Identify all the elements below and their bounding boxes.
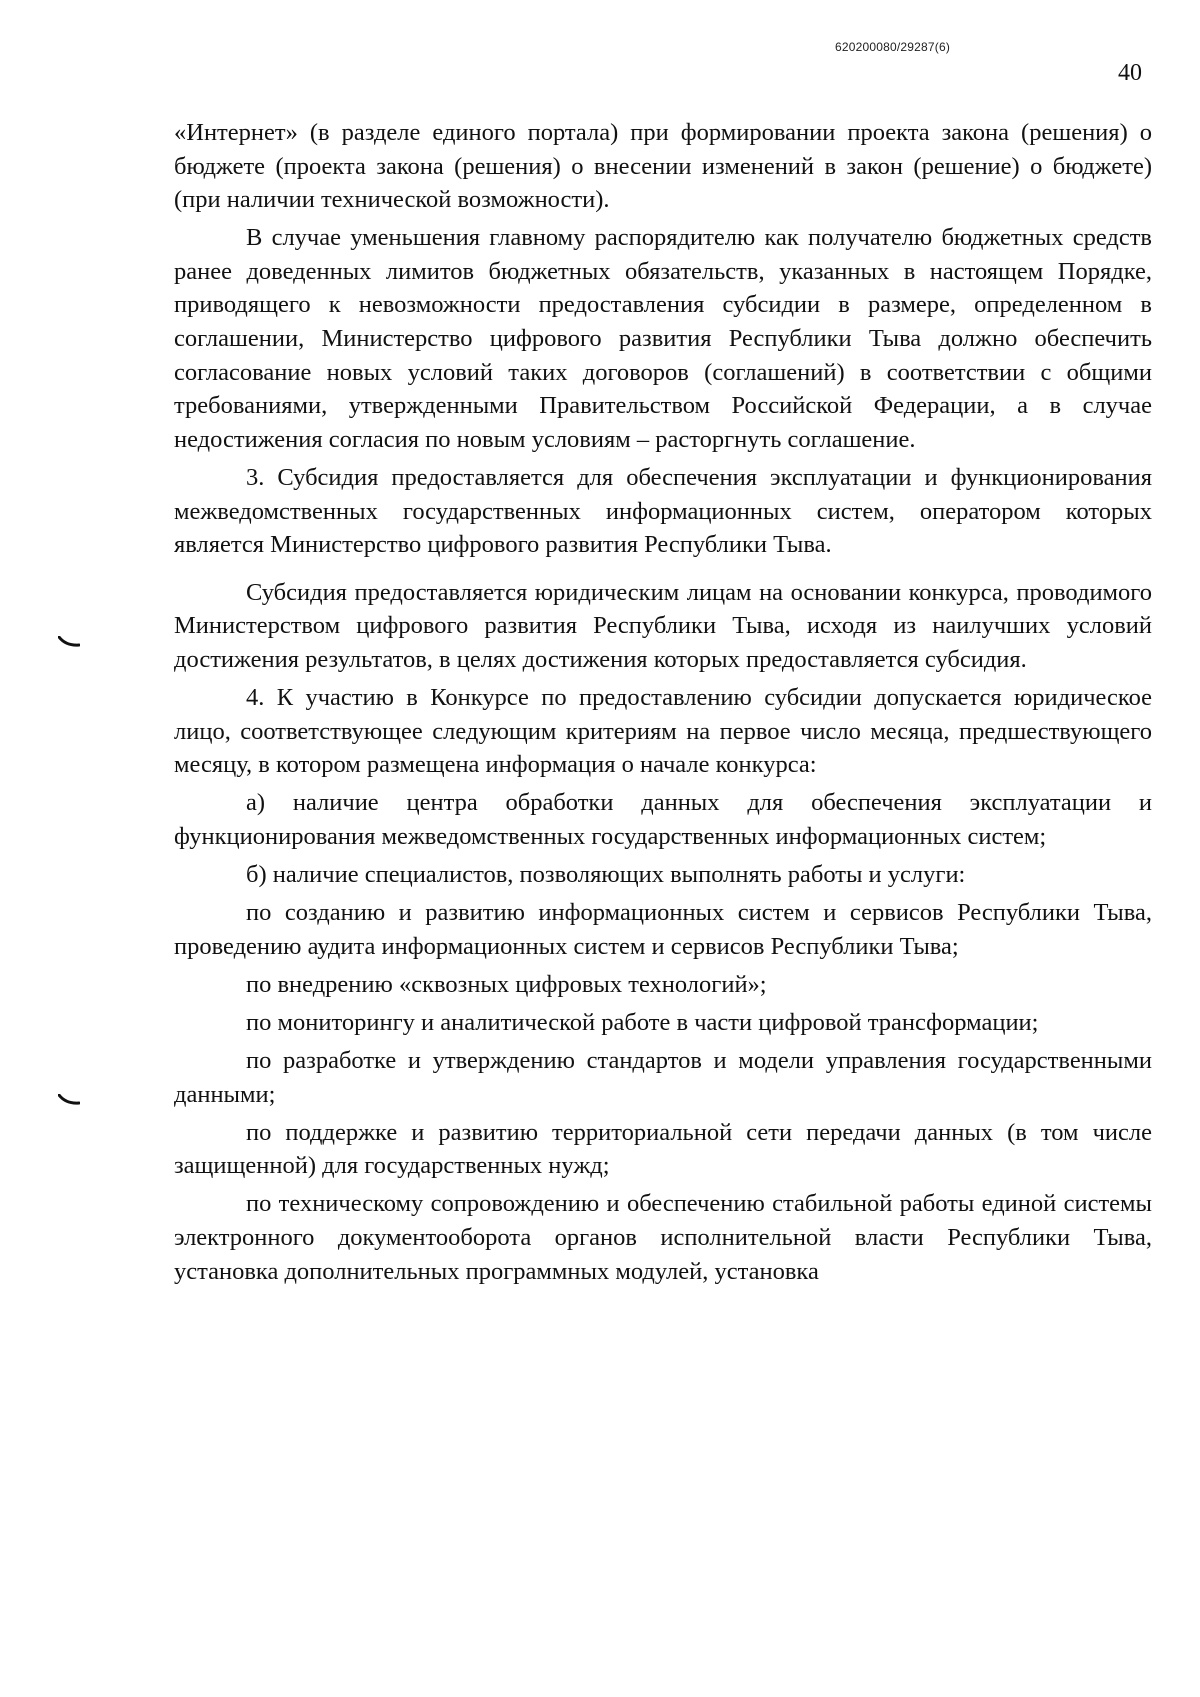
paragraph: по мониторингу и аналитической работе в части цифровой трансформации; xyxy=(246,1008,1039,1036)
paragraph: В случае уменьшения главному распорядителю как получателю бюджетных средств ранее доведенных лимитов бюджетных обязательств, указанных в настоящем Порядке, приводящего к невозможности предоставления субсидии в размере, определенном в соглашении, Министерство цифрового развития Республики Тыва должно обеспечить согласование новых условий таких договоров (соглашений) в соответствии с общими требованиями, утвержденными Правительством Российской Федерации, а в случае недостижения согласия по новым условиям – расторгнуть соглашение. xyxy=(174,224,1152,453)
paragraph: а) наличие центра обработки данных для обеспечения эксплуатации и функционирования межведомственных государственных информационных систем; xyxy=(174,789,1152,850)
page-number: 40 xyxy=(1118,60,1142,86)
paragraph: б) наличие специалистов, позволяющих выполнять работы и услуги: xyxy=(246,860,966,888)
document-body xyxy=(174,116,1152,1293)
paragraph: 4. К участию в Конкурсе по предоставлению субсидии допускается юридическое лицо, соответствующее следующим критериям на первое число месяца, предшествующего месяцу, в котором размещена информация о начале конкурса: xyxy=(174,684,1152,779)
document-code: 620200080/29287(6) xyxy=(835,40,951,54)
scan-artifact-mark xyxy=(58,1094,80,1106)
paragraph: по разработке и утверждению стандартов и модели управления государственными данными; xyxy=(174,1046,1152,1108)
paragraph: 3. Субсидия предоставляется для обеспечения эксплуатации и функционирования межведомственных государственных информационных систем, оператором которых является Министерство цифрового развития Республики Тыва. xyxy=(174,463,1152,559)
paragraph: по внедрению «сквозных цифровых технологий»; xyxy=(246,970,767,998)
paragraph: «Интернет» (в разделе единого портала) при формировании проекта закона (решения) о бюджете (проекта закона (решения) о внесении изменений в закон (решение) о бюджете) (при наличии технической возможности). xyxy=(174,119,1152,214)
paragraph: по созданию и развитию информационных систем и сервисов Республики Тыва, проведению аудита информационных систем и сервисов Республики Тыва; xyxy=(174,899,1152,960)
paragraph: по поддержке и развитию территориальной сети передачи данных (в том числе защищенной) для государственных нужд; xyxy=(174,1118,1152,1180)
paragraph: Субсидия предоставляется юридическим лицам на основании конкурса, проводимого Министерством цифрового развития Республики Тыва, исходя из наилучших условий достижения результатов, в целях достижения которых предоставляется субсидия. xyxy=(174,578,1152,673)
paragraph: по техническому сопровождению и обеспечению стабильной работы единой системы электронного документооборота органов исполнительной власти Республики Тыва, установка дополнительных программных модулей, установка xyxy=(174,1190,1152,1285)
scan-artifact-mark xyxy=(58,636,80,648)
